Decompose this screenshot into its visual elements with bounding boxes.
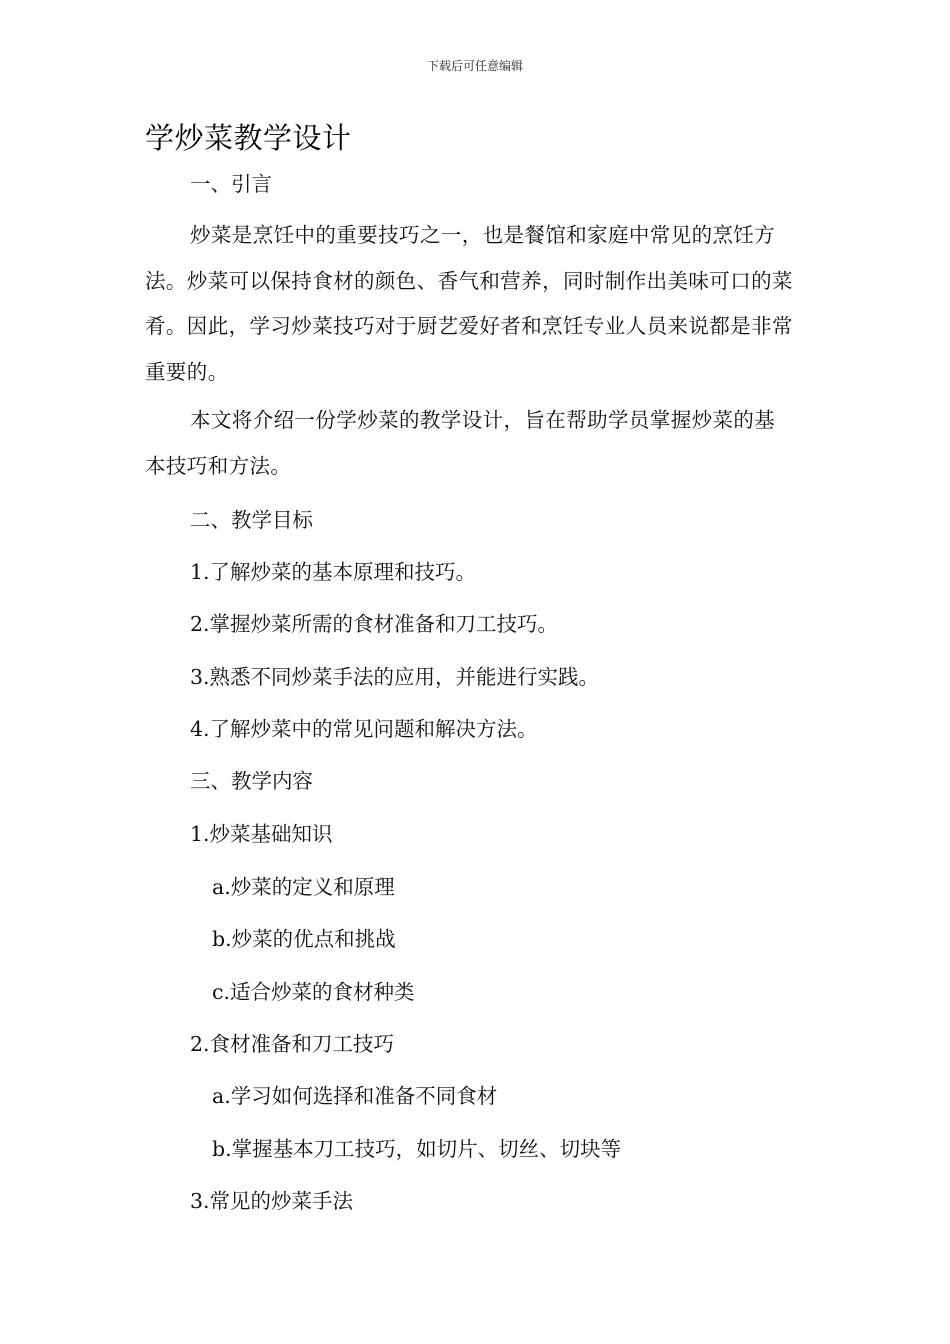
goal-item: 2.掌握炒菜所需的食材准备和刀工技巧。 (190, 612, 559, 636)
content-subitem: c.适合炒菜的食材种类 (212, 980, 415, 1004)
goal-item: 3.熟悉不同炒菜手法的应用，并能进行实践。 (190, 665, 600, 689)
document-title: 学炒菜教学设计 (145, 121, 352, 155)
content-subitem: a.学习如何选择和准备不同食材 (212, 1084, 498, 1108)
content-subitem: b.炒菜的优点和挑战 (212, 927, 396, 951)
section-heading-goals: 二、教学目标 (190, 508, 313, 532)
content-item: 1.炒菜基础知识 (190, 822, 333, 846)
section-heading-intro: 一、引言 (190, 172, 272, 196)
content-subitem: a.炒菜的定义和原理 (212, 875, 395, 899)
intro-paragraph-2: 本文将介绍一份学炒菜的教学设计，旨在帮助学员掌握炒菜的基本技巧和方法。 (145, 408, 776, 478)
content-subitem: b.掌握基本刀工技巧，如切片、切丝、切块等 (212, 1137, 622, 1161)
goal-item: 4.了解炒菜中的常见问题和解决方法。 (190, 717, 538, 741)
intro-paragraph-1: 炒菜是烹饪中的重要技巧之一，也是餐馆和家庭中常见的烹饪方法。炒菜可以保持食材的颜色、香气和营养，同时制作出美味可口的菜肴。因此，学习炒菜技巧对于厨艺爱好者和烹饪专业人员来说都是非常重要的。 (145, 223, 793, 384)
content-item: 3.常见的炒菜手法 (190, 1189, 354, 1213)
header-note: 下载后可任意编辑 (426, 59, 523, 73)
section-heading-content: 三、教学内容 (190, 769, 313, 793)
goal-item: 1.了解炒菜的基本原理和技巧。 (190, 560, 477, 584)
content-item: 2.食材准备和刀工技巧 (190, 1032, 395, 1056)
